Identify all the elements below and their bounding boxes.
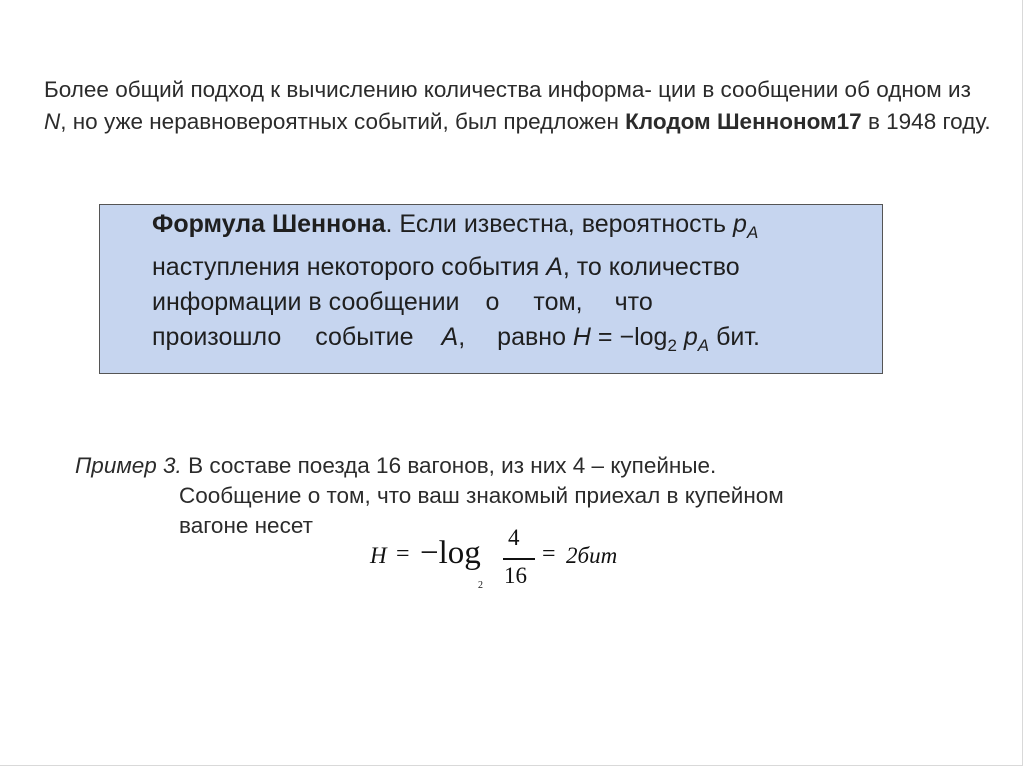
intro-var-n: N — [44, 109, 61, 134]
formula-log-base: 2 — [667, 336, 677, 355]
formula-p-sub-2: A — [697, 336, 710, 355]
formula-line-4-w1: произошло — [152, 323, 282, 351]
intro-text-3: в 1948 году. — [861, 109, 991, 134]
formula-line-4-comma: , — [458, 323, 466, 351]
formula-line-4-w2: событие — [315, 323, 414, 351]
formula-title: Формула Шеннона — [152, 210, 386, 238]
example-formula — [370, 525, 650, 595]
formula-p-sub: A — [746, 223, 759, 242]
math-log-base: 2 — [478, 580, 483, 591]
formula-line-1-text: . Если известна, вероятность — [385, 210, 734, 238]
example-line-2: Сообщение о том, что ваш знакомый приехал в купейном — [179, 483, 784, 508]
formula-line-3-w4: что — [614, 288, 653, 316]
formula-line-3 — [152, 285, 852, 320]
formula-line-1 — [152, 207, 852, 250]
math-numerator: 4 — [508, 525, 520, 550]
formula-line-4 — [152, 320, 852, 363]
formula-text — [152, 207, 852, 363]
formula-unit: бит. — [709, 323, 760, 351]
formula-log: log — [634, 323, 668, 351]
math-h: H — [370, 543, 387, 568]
math-minus-log: −log — [420, 535, 481, 571]
shannon-formula-box — [99, 204, 883, 374]
formula-eq-minus: = − — [590, 323, 635, 351]
formula-line-2-text: наступления некоторого события — [152, 253, 547, 281]
math-result: 2бит — [566, 543, 618, 568]
intro-text-2: , но уже неравновероятных событий, был предложен — [60, 109, 626, 134]
math-eq: = — [396, 541, 410, 567]
math-denominator: 16 — [504, 563, 527, 588]
example-label: Пример 3. — [75, 453, 182, 478]
formula-line-4-w3: равно — [497, 323, 573, 351]
example-line-3: вагоне несет — [179, 513, 313, 538]
formula-event: A — [546, 253, 563, 281]
math-fraction-bar — [503, 558, 535, 560]
formula-line-4-event: A — [441, 323, 459, 351]
formula-line-2-tail: , то количество — [562, 253, 740, 281]
intro-author: Клодом Шенноном17 — [625, 109, 862, 134]
formula-h: H — [572, 323, 591, 351]
formula-line-3-w2: о — [485, 288, 500, 316]
formula-line-3-w1: информации в сообщении — [152, 288, 460, 316]
intro-paragraph — [44, 74, 994, 138]
formula-p-2: p — [683, 323, 698, 351]
formula-line-2 — [152, 250, 852, 285]
formula-line-3-w3: том, — [533, 288, 583, 316]
intro-text-1: Более общий подход к вычислению количества информа- ции в сообщении об одном из — [44, 77, 971, 102]
example-line-1: В составе поезда 16 вагонов, из них 4 – купейные. — [181, 453, 717, 478]
formula-p: p — [733, 210, 747, 238]
math-eq-2: = — [542, 541, 556, 567]
